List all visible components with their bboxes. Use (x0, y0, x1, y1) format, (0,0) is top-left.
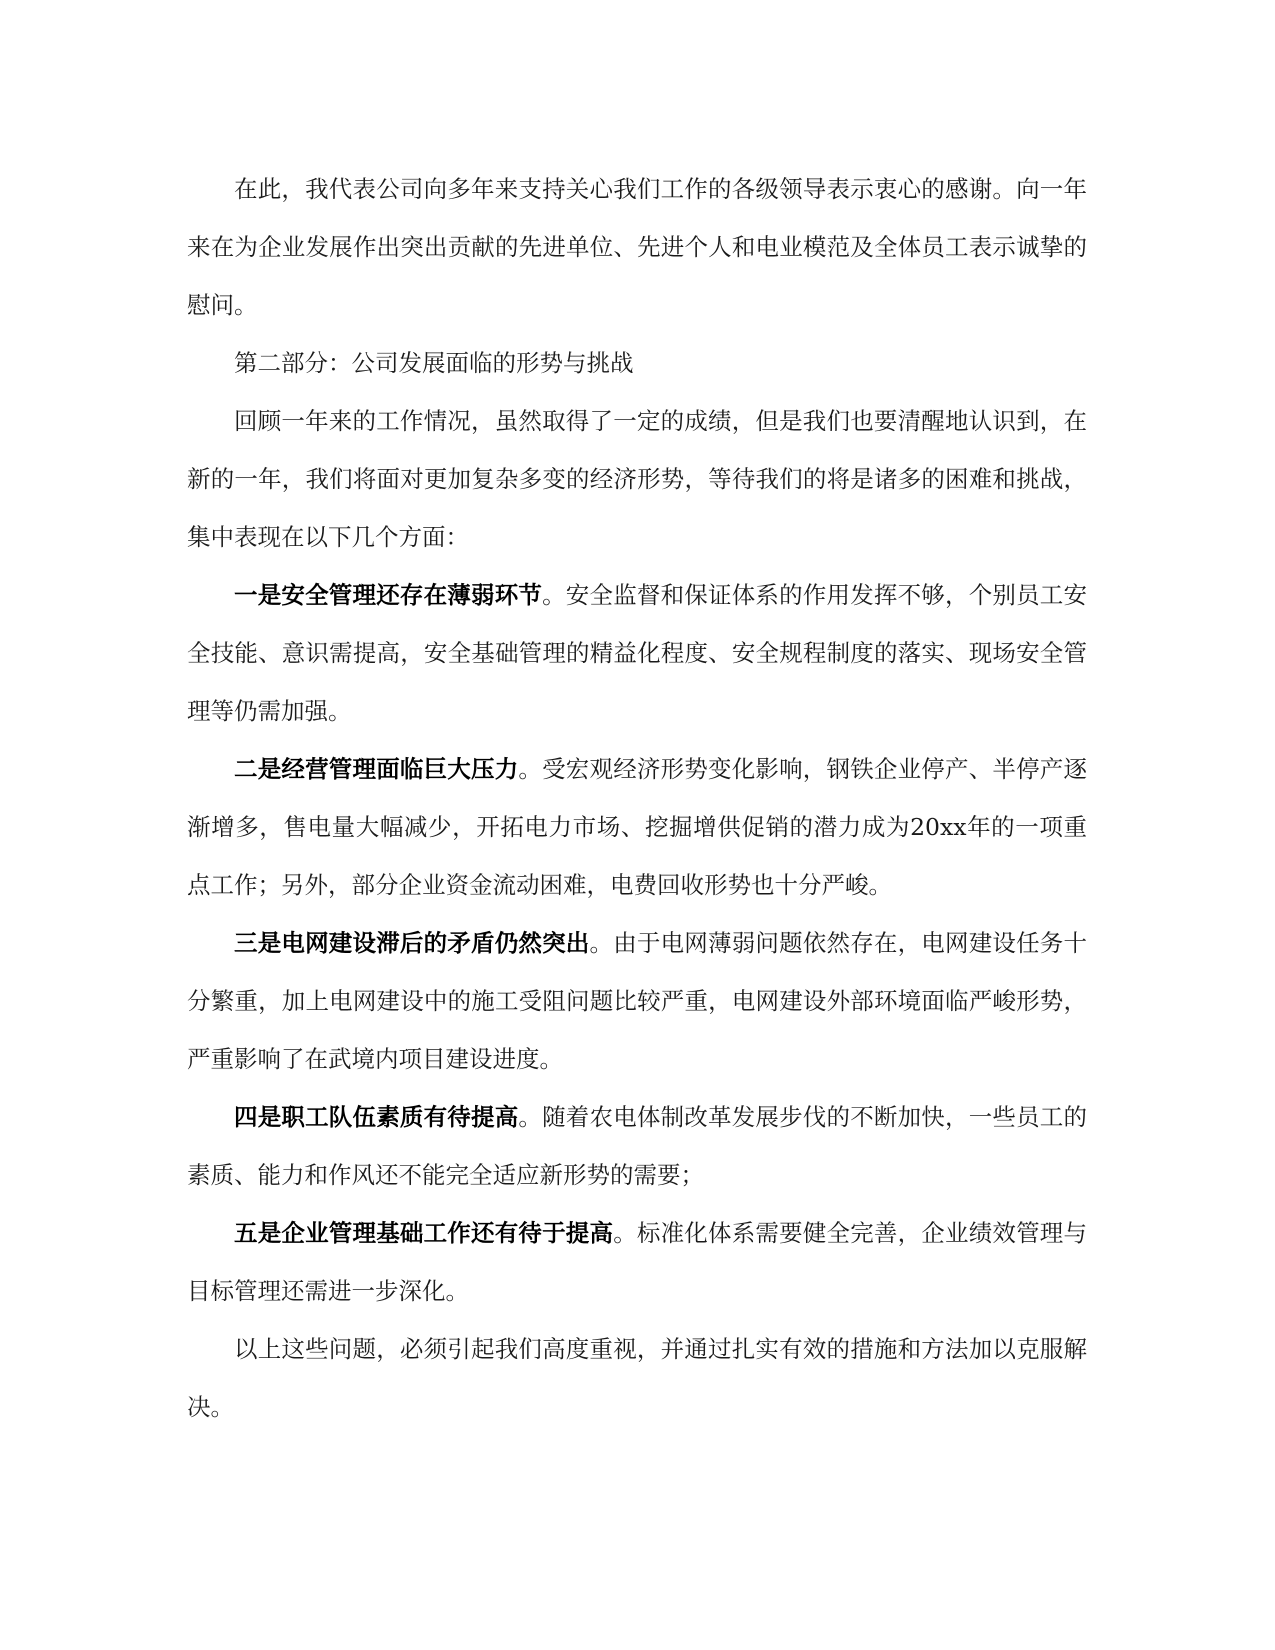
paragraph-lead: 三是电网建设滞后的矛盾仍然突出 (234, 929, 590, 957)
paragraph-lead: 五是企业管理基础工作还有待于提高 (234, 1219, 614, 1247)
paragraph-conclusion (187, 1320, 1087, 1436)
paragraph-text: 。由于电网薄弱问题依然存在，电网建设任务十分繁重，加上电网建设中的施工受阻问题比较严重，电网建设外部环境面临严峻形势，严重影响了在武境内项目建设进度。 (187, 929, 1087, 1073)
paragraph-text: 。安全监督和保证体系的作用发挥不够，个别员工安全技能、意识需提高，安全基础管理的精益化程度、安全规程制度的落实、现场安全管理等仍需加强。 (187, 581, 1088, 725)
paragraph-challenge-safety (187, 566, 1087, 740)
paragraph-text: 。随着农电体制改革发展步伐的不断加快，一些员工的素质、能力和作风还不能完全适应新形势的需要； (187, 1103, 1088, 1189)
document-body (187, 160, 1087, 1436)
paragraph-text: 以上这些问题，必须引起我们高度重视，并通过扎实有效的措施和方法加以克服解决。 (187, 1335, 1087, 1421)
paragraph-lead: 一是安全管理还存在薄弱环节 (234, 581, 543, 609)
paragraph-lead: 二是经营管理面临巨大压力 (234, 755, 519, 783)
section-heading-text: 第二部分：公司发展面临的形势与挑战 (234, 349, 634, 377)
paragraph-challenge-operation (187, 740, 1087, 914)
paragraph-text: 。标准化体系需要健全完善，企业绩效管理与目标管理还需进一步深化。 (187, 1219, 1088, 1305)
paragraph-text: 在此，我代表公司向多年来支持关心我们工作的各级领导表示衷心的感谢。向一年来在为企业发展作出突出贡献的先进单位、先进个人和电业模范及全体员工表示诚挚的慰问。 (187, 175, 1087, 319)
paragraph-challenge-grid (187, 914, 1087, 1088)
paragraph-thanks (187, 160, 1087, 334)
paragraph-review (187, 392, 1087, 566)
paragraph-challenge-staff (187, 1088, 1087, 1204)
paragraph-lead: 四是职工队伍素质有待提高 (234, 1103, 519, 1131)
paragraph-text: 。受宏观经济形势变化影响，钢铁企业停产、半停产逐渐增多，售电量大幅减少，开拓电力市场、挖掘增供促销的潜力成为20xx年的一项重点工作；另外，部分企业资金流动困难，电费回收形势也十分严峻。 (187, 755, 1088, 899)
paragraph-challenge-management (187, 1204, 1087, 1320)
paragraph-text: 回顾一年来的工作情况，虽然取得了一定的成绩，但是我们也要清醒地认识到，在新的一年，我们将面对更加复杂多变的经济形势，等待我们的将是诸多的困难和挑战，集中表现在以下几个方面： (187, 407, 1087, 551)
section-heading (187, 334, 1087, 392)
